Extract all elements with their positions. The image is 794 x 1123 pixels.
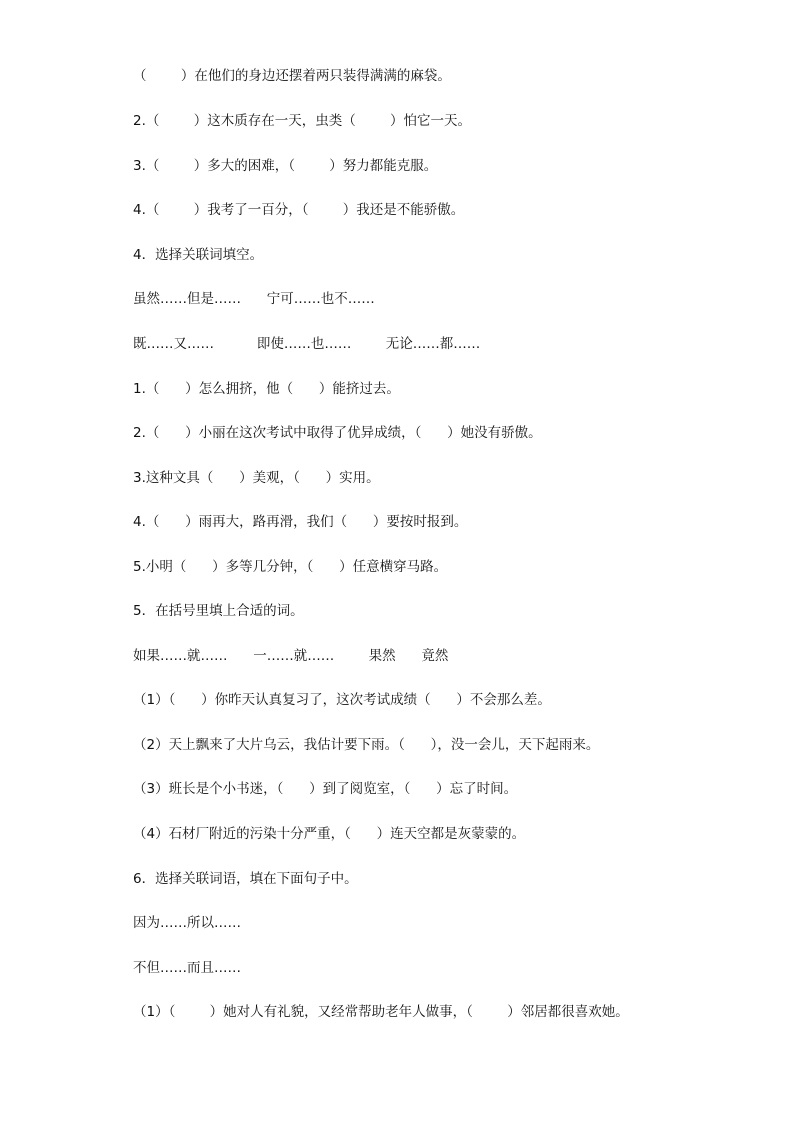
word-bank: 既……又…… 即使……也…… 无论……都……: [133, 336, 481, 352]
word-bank: 因为……所以……: [133, 915, 241, 931]
sentence-line: 3.（ ）多大的困难，（ ）努力都能克服。: [133, 158, 438, 174]
sentence-line: （ ）在他们的身边还摆着两只装得满满的麻袋。: [133, 68, 451, 84]
sentence-line: 5.小明（ ）多等几分钟，（ ）任意横穿马路。: [133, 559, 448, 575]
sentence-line: （3）班长是个小书迷，（ ）到了阅览室，（ ）忘了时间。: [133, 781, 518, 797]
section-heading: 5．在括号里填上合适的词。: [133, 603, 304, 619]
word-bank: 不但……而且……: [133, 960, 241, 976]
sentence-line: （2）天上飘来了大片乌云，我估计要下雨。（ ），没一会儿，天下起雨来。: [133, 737, 600, 753]
section-heading: 4．选择关联词填空。: [133, 247, 264, 263]
sentence-line: （1）（ ）你昨天认真复习了，这次考试成绩（ ）不会那么差。: [133, 692, 551, 708]
word-bank: 如果……就…… 一……就…… 果然 竟然: [133, 648, 449, 664]
sentence-line: 4.（ ）雨再大，路再滑，我们（ ）要按时报到。: [133, 514, 468, 530]
sentence-line: 1.（ ）怎么拥挤，他（ ）能挤过去。: [133, 381, 400, 397]
sentence-line: 4.（ ）我考了一百分，（ ）我还是不能骄傲。: [133, 202, 465, 218]
sentence-line: 2.（ ）这木质存在一天，虫类（ ）怕它一天。: [133, 113, 472, 129]
sentence-line: （4）石材厂附近的污染十分严重，（ ）连天空都是灰蒙蒙的。: [133, 826, 526, 842]
sentence-line: （1）（ ）她对人有礼貌，又经常帮助老年人做事，（ ）邻居都很喜欢她。: [133, 1004, 629, 1020]
sentence-line: 2.（ ）小丽在这次考试中取得了优异成绩，（ ）她没有骄傲。: [133, 425, 542, 441]
word-bank: 虽然……但是…… 宁可……也不……: [133, 291, 375, 307]
section-heading: 6．选择关联词语，填在下面句子中。: [133, 871, 358, 887]
sentence-line: 3.这种文具（ ）美观，（ ）实用。: [133, 470, 380, 486]
